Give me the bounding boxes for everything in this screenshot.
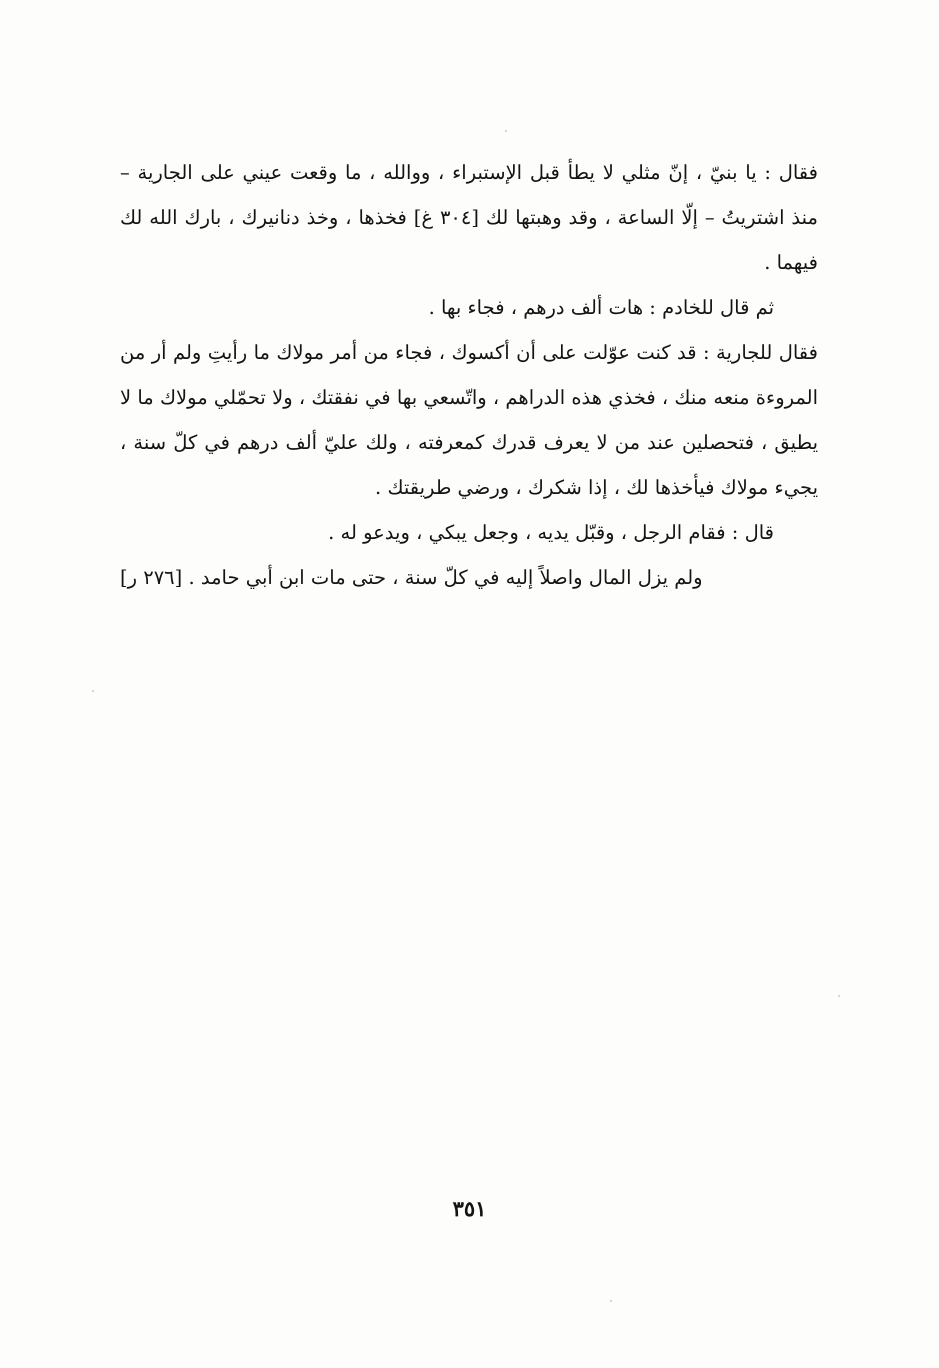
page-number: ٣٥١ — [452, 1196, 487, 1221]
paragraph-2: ثم قال للخادم : هات ألف درهم ، فجاء بها . — [428, 296, 774, 319]
scan-speck — [92, 690, 94, 692]
paragraph-1: فقال : يا بنيّ ، إنّ مثلي لا يطأ قبل الإستبراء ، ووالله ، ما وقعت عيني على الجارية – منذ اشتريتُ – إلّا الساعة ، وقد وهبتها لك [٣٠٤ غ] فخذها ، وخذ دنانيرك ، بارك الله لك فيهما . — [120, 161, 818, 274]
scan-speck — [505, 130, 507, 132]
scan-speck — [610, 1300, 612, 1302]
paragraph-5: ولم يزل المال واصلاً إليه في كلّ سنة ، حتى مات ابن أبي حامد . [٢٧٦ ر] — [120, 566, 703, 589]
body-text — [120, 150, 818, 600]
paragraph-3: فقال للجارية : قد كنت عوّلت على أن أكسوك ، فجاء من أمر مولاك ما رأيتِ ولم أر من المروءة منعه منك ، فخذي هذه الدراهم ، واتّسعي بها في نفقتك ، ولا تحمّلي مولاك ما لا يطيق ، فتحصلين عند من لا يعرف قدرك كمعرفته ، ولك عليّ ألف درهم في كلّ سنة ، يجيء مولاك فيأخذها لك ، إذا شكرك ، ورضي طريقتك . — [120, 341, 818, 499]
paragraph-4: قال : فقام الرجل ، وقبّل يديه ، وجعل يبكي ، ويدعو له . — [328, 521, 774, 544]
scan-speck — [838, 995, 840, 997]
